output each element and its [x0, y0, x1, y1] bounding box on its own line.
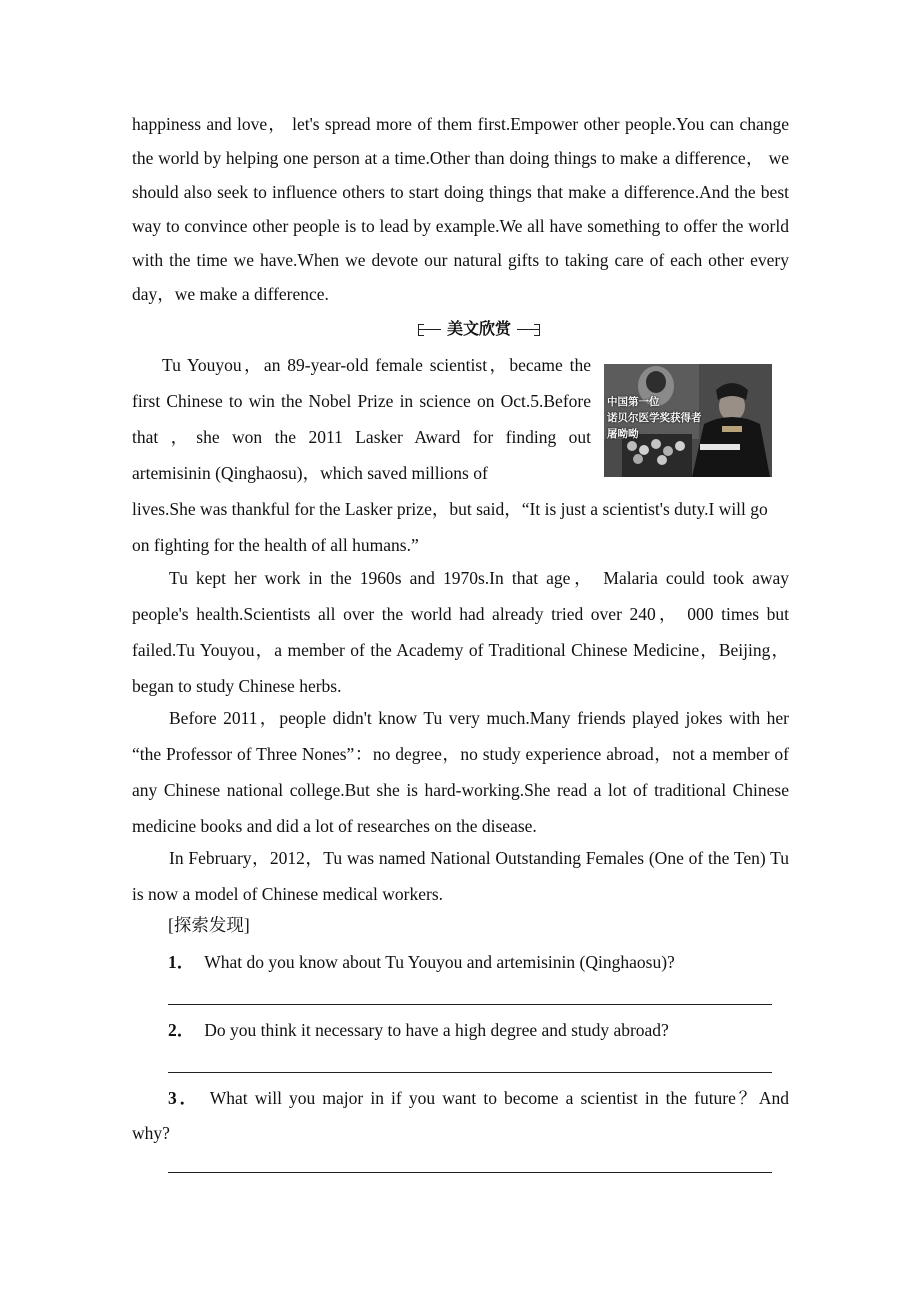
article-paragraph-1-continued: lives.She was thankful for the Lasker prize，but said，“It is just a scientist's duty.I will go on fighting for the health of all humans.” — [132, 499, 768, 555]
question-3-continued: why? — [132, 1123, 170, 1143]
answer-line-1[interactable] — [168, 1004, 772, 1005]
article-paragraph-1-text: Tu Youyou，an 89-year-old female scientist，became the first Chinese to win the Nobel Prize in science on Oct.5.Before that ，she won the 2011 Lasker Award for finding out artemisinin (Qinghaosu)，which saved millions of — [132, 355, 591, 483]
article-paragraph-4: In February，2012，Tu was named National Outstanding Females (One of the Ten) Tu is now a model of Chinese medical workers. — [132, 848, 789, 904]
question-1-text: What do you know about Tu Youyou and artemisinin (Qinghaosu)? — [204, 952, 675, 972]
article-paragraph-1 — [132, 347, 591, 491]
question-3-number: 3． — [168, 1088, 200, 1108]
section-banner — [418, 317, 540, 341]
banner-right-cap — [534, 324, 540, 336]
photo-caption-line-2: 诺贝尔医学奖获得者 — [607, 412, 702, 424]
question-1 — [168, 945, 675, 979]
answer-line-2[interactable] — [168, 1072, 772, 1073]
question-2-text: Do you think it necessary to have a high degree and study abroad? — [204, 1020, 669, 1040]
question-3 — [168, 1081, 789, 1115]
question-1-number: 1． — [168, 952, 195, 972]
photo-caption-line-3: 屠呦呦 — [607, 428, 639, 440]
banner-left-cap — [418, 324, 424, 336]
tu-youyou-photo — [604, 364, 772, 477]
photo-caption — [607, 394, 717, 442]
question-2-number: 2． — [168, 1020, 195, 1040]
photo-caption-line-1: 中国第一位 — [607, 396, 660, 408]
explore-heading: [探索发现] — [168, 915, 250, 935]
banner-label: 美文欣赏 — [441, 317, 517, 341]
article-paragraph-3: Before 2011，people didn't know Tu very much.Many friends played jokes with her “the Professor of Three Nones”：no degree，no study experience abroad，not a member of any Chinese national college.But she is hard-working.She read a lot of traditional Chinese medicine books and did a lot of researches on the disease. — [132, 708, 789, 836]
answer-line-3[interactable] — [168, 1172, 772, 1173]
question-3-text: What will you major in if you want to become a scientist in the future？And — [209, 1088, 789, 1108]
intro-paragraph: happiness and love， let's spread more of them first.Empower other people.You can change the world by helping one person at a time.Other than doing things to make a difference， we should also seek to influence others to start doing things that make a difference.And the best way to convince other people is to lead by example.We all have something to offer the world with the time we have.When we devote our natural gifts to taking care of each other every day，we make a difference. — [132, 114, 789, 304]
question-2 — [168, 1013, 669, 1047]
article-paragraph-2: Tu kept her work in the 1960s and 1970s.In that age， Malaria could took away people's health.Scientists all over the world had already tried over 240， 000 times but failed.Tu Youyou，a member of the Academy of Traditional Chinese Medicine，Beijing，began to study Chinese herbs. — [132, 568, 789, 696]
